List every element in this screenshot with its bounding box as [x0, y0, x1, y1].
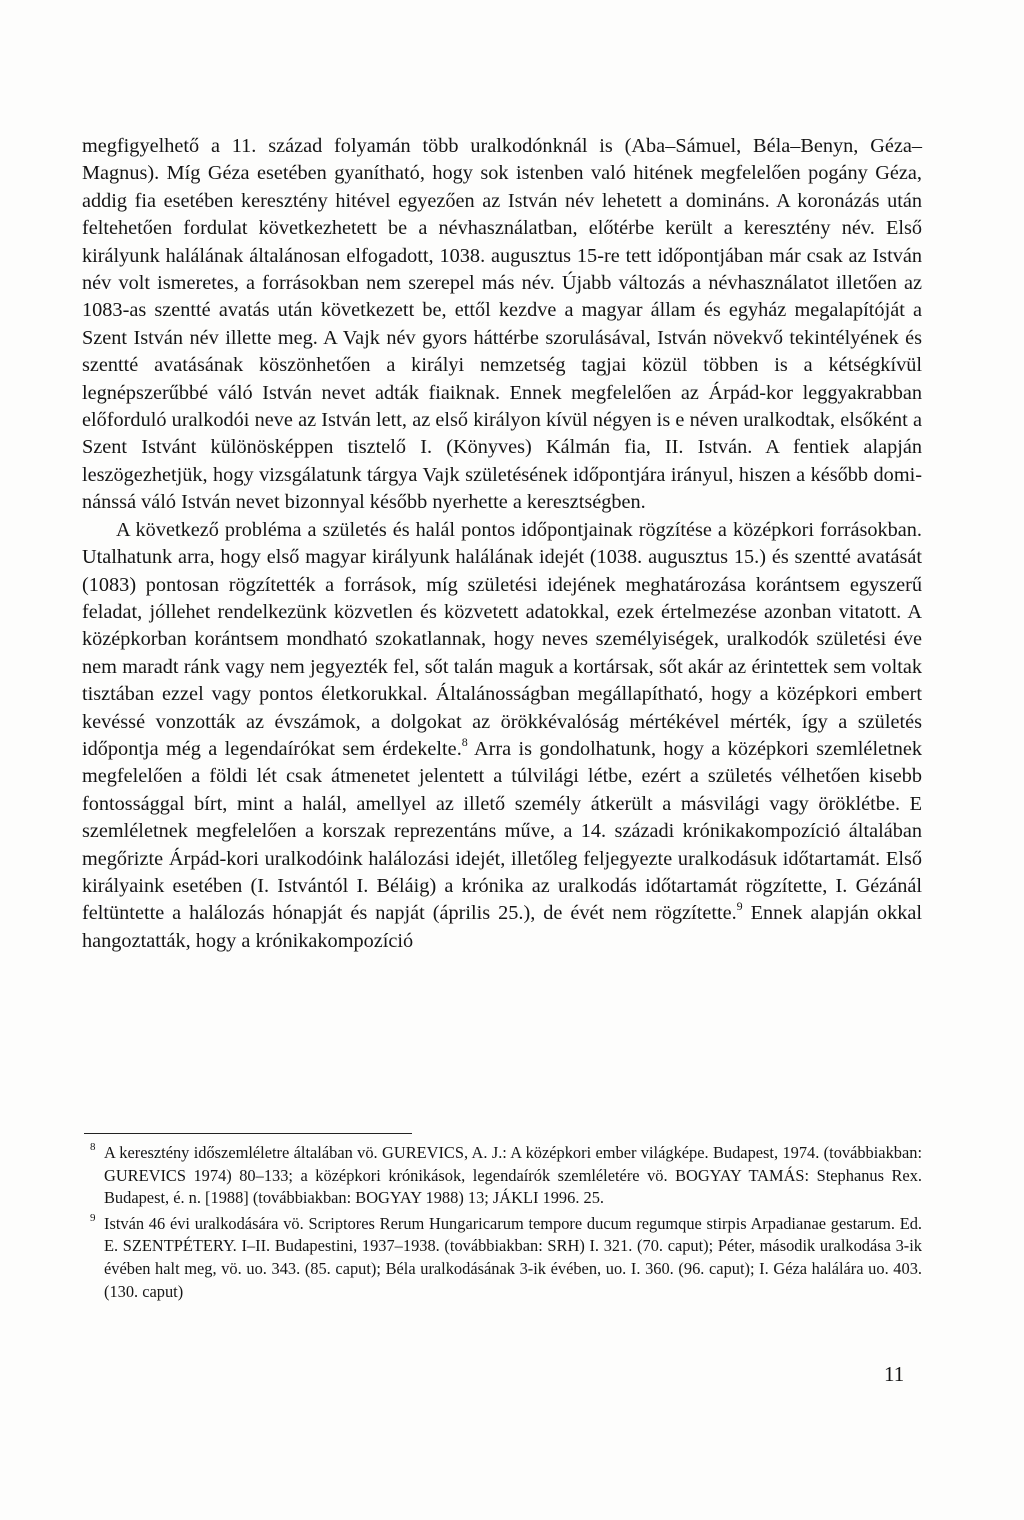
main-text — [82, 133, 922, 955]
footnote-number: 8 — [90, 1141, 96, 1153]
paragraph-2-part-1: A következő probléma a születés és halál pontos időpontjainak rögzítése a középkori forrásokban. Utalhatunk arra, hogy első magyar királyunk halálának idejét (1038. augusztus 15.) és szentté avatását (1083) pontosan rögzítették a források, míg születési idejének meghatározása korántsem egyszerű feladat, jóllehet rendelkezünk közvetlen és közvetett adatokkal, ezek értelmezése azonban vitatott. A középkorban korántsem mondható szokatlannak, hogy neves személyiségek, uralkodók születési éve nem maradt ránk vagy nem jegyezték fel, sőt talán maguk a kortársak, sőt akár az érintettek sem voltak tisztában ezzel vagy pontos életkorukkal. Általánosságban megállapítható, hogy a középkori embert kevéssé vonzották az évszámok, a dolgokat az örökkévalóság mértékével mérték, így a születés időpontja még a legendaírókat sem érdekelte. — [82, 518, 922, 760]
paragraph-1: megfigyelhető a 11. század folyamán több uralkodónknál is (Aba–Sámuel, Béla–Benyn, Géza–Magnus). Míg Géza esetében gyanítható, hogy sok istenben való hitének megfelelően pogány Géza, addig fia esetében keresztény hitével egyezően az István név lehetett a domináns. A koronázás után feltehetően fordulat következhetett be a névhasználatban, előtérbe került a keresztény név. Első királyunk halálának általánosan elfogadott, 1038. augusztus 15-re tett időpontjában már csak az István név volt ismeretes, a forrásokban nem szerepel más név. Újabb változás a névhasználatot illetően az 1083-as szentté avatás után következett be, ettől kezdve a magyar állam és egyház megalapítóját a Szent István név illette meg. A Vajk név gyors háttérbe szorulásával, István növekvő tekintélyének és szentté avatásának köszönhetően a királyi nemzetség tagjai közül többen is a kétségkívül legnépszerűbbé váló István nevet adták fiaiknak. Ennek megfelelően az Árpád-kor leggyakrabban előforduló uralkodói neve az István lett, az első királyon kívül négyen is e néven uralkodtak, elsőként a Szent Istvánt különösképpen tisztelő I. (Könyves) Kálmán fia, II. István. A fentiek alapján leszögezhetjük, hogy vizsgálatunk tárgya Vajk születésének időpontjára irányul, hiszen a később dominánssá váló István nevet bizonnyal később nyerhette a keresztségben. — [82, 135, 922, 514]
footnote-text: István 46 évi uralkodására vö. Scriptores Rerum Hungaricarum tempore ducum regumque stirpis Arpadianae gestarum. Ed. E. SZENTPÉTERY. I–II. Budapestini, 1937–1938. (továbbiakban: SRH) I. 321. (70. caput); Péter, második uralkodása 3-ik évében halt meg, vö. uo. 343. (85. caput); Béla uralkodásának 3-ik évében, uo. I. 360. (96. caput); I. Géza halálára uo. 403. (130. caput) — [104, 1213, 922, 1301]
paragraph-2-part-2: Arra is gondolhatunk, hogy a középkori szemléletnek megfelelően a földi lét csak átmenetet jelentett a túlvilági létbe, ezért a születés vélhetően kisebb fontossággal bírt, mint a halál, amellyel az illető személy átkerült a másvilági vagy öröklétbe. E szemléletnek megfelelően a korszak reprezentáns műve, a 14. századi krónikakompozíció általában megőrizte Árpád-kori uralkodóink halálozási idejét, illetőleg feljegyezte uralkodásuk időtartamát. Első királyaink esetében (I. Istvántól I. Béláig) a krónika az uralkodás időtartamát rögzítette, I. Gézánál feltüntette a halálozás hónapját és napját (április 25.), de évét nem rögzítette. — [82, 737, 922, 925]
footnote-9 — [90, 1211, 922, 1303]
footnote-ref-8[interactable]: 8 — [461, 734, 468, 749]
footnote-ref-9[interactable]: 9 — [736, 899, 743, 914]
paragraph-2-part-3: Ennek alapján okkal hangoztatták, hogy a krónikakompozíció — [82, 902, 922, 952]
footnote-8 — [90, 1141, 922, 1210]
paragraph-2 — [82, 517, 922, 956]
footnote-text: A keresztény időszemléletre általában vö. GUREVICS, A. J.: A középkori ember világképe. Budapest, 1974. (továbbiakban: GUREVICS 1974) 80–133; a középkori krónikások, legendaírók szemléletére vö. BOGYAY TAMÁS: Stephanus Rex. Budapest, é. n. [1988] (továbbiakban: BOGYAY 1988) 13; JÁKLI 1996. 25. — [104, 1143, 922, 1208]
page-number: 11 — [884, 1362, 905, 1386]
footnote-separator — [84, 1133, 412, 1134]
footnote-number: 9 — [90, 1211, 96, 1224]
footnotes — [90, 1141, 922, 1306]
